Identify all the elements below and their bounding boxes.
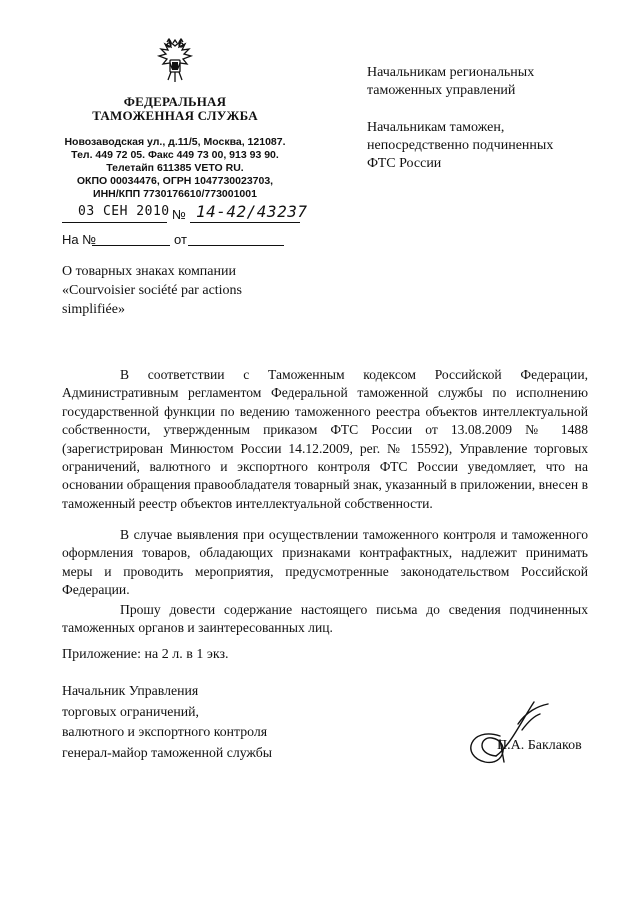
body-paragraph-1 bbox=[62, 366, 588, 513]
addressee-block bbox=[367, 64, 553, 173]
date-underline bbox=[62, 222, 167, 223]
organization-name-line2: ТАМОЖЕННАЯ СЛУЖБА bbox=[92, 108, 258, 123]
body-paragraph-1-text: В соответствии с Таможенным кодексом Российской Федерации, Административным регламентом Федеральной таможенной службы по исполнению государственной функции по ведению таможенного реестра объектов интеллектуальной собственности, утвержденным приказом ФТС России от 13.08.2009 № 1488 (зарегистрирован Минюстом России 14.12.2009, рег. № 15592), Управление торговых ограничений, валютного и экспортного контроля ФТС России уведомляет, что на основании обращения правообладателя товарный знак, указанный в приложении, внесен в таможенный реестр объектов интеллектуальной собственности. bbox=[62, 367, 588, 511]
addressee-line: Начальникам региональных bbox=[367, 65, 535, 80]
subject-line: «Courvoisier société par actions bbox=[62, 283, 243, 298]
from-label: от bbox=[174, 232, 187, 247]
signatory-title-line: Начальник Управления bbox=[62, 683, 199, 698]
contact-line: Новозаводская ул., д.11/5, Москва, 121087. bbox=[64, 136, 286, 148]
body-paragraph-3-text: Прошу довести содержание настоящего письма до сведения подчиненных таможенных органов и заинтересованных лиц. bbox=[62, 602, 588, 636]
signatory-title-line: торговых ограничений, bbox=[62, 703, 199, 719]
body-paragraph-3 bbox=[62, 601, 588, 638]
addressee-line: таможенных управлений bbox=[367, 83, 516, 98]
document-number: 14-42/43237 bbox=[196, 202, 308, 221]
body-paragraph-2 bbox=[62, 526, 588, 600]
addressee-line: непосредственно подчиненных bbox=[367, 138, 554, 153]
body-paragraph-2-text: В случае выявления при осуществлении таможенного контроля и таможенного оформления товаров, обладающих признаками контрафактных, надлежит принимать меры и проводить мероприятия, предусмотренные законодательством Российской Федерации. bbox=[62, 527, 588, 598]
subject-line: simplifiée» bbox=[62, 302, 125, 317]
signatory-name: П.А. Баклаков bbox=[497, 738, 582, 753]
signatory-title bbox=[62, 681, 272, 763]
handwritten-signature bbox=[430, 696, 550, 766]
document-date: 03 СЕН 2010 bbox=[78, 204, 170, 219]
addressee-line: Начальникам таможен, bbox=[367, 120, 505, 135]
signatory-title-line: генерал-майор таможенной службы bbox=[62, 744, 273, 760]
reference-label: На № bbox=[62, 232, 97, 247]
subject-block bbox=[62, 262, 322, 319]
number-underline bbox=[190, 222, 300, 223]
attachment-note: Приложение: на 2 л. в 1 экз. bbox=[62, 647, 229, 662]
organization-name-line1: ФЕДЕРАЛЬНАЯ bbox=[123, 94, 227, 109]
subject-line: О товарных знаках компании bbox=[62, 264, 236, 279]
coat-of-arms-emblem bbox=[150, 38, 200, 88]
signatory-title-line: валютного и экспортного контроля bbox=[62, 724, 268, 739]
number-label: № bbox=[172, 207, 186, 222]
reference-underline bbox=[92, 245, 170, 246]
contact-line: Тел. 449 72 05. Факс 449 73 00, 913 93 90. bbox=[71, 149, 279, 161]
addressee-line: ФТС России bbox=[367, 156, 442, 171]
contact-line: ОКПО 00034476, ОГРН 1047730023703, bbox=[76, 175, 274, 187]
contact-line: Телетайп 611385 VETO RU. bbox=[106, 162, 244, 174]
from-underline bbox=[188, 245, 284, 246]
contact-line: ИНН/КПП 7730176610/773001001 bbox=[93, 188, 257, 200]
